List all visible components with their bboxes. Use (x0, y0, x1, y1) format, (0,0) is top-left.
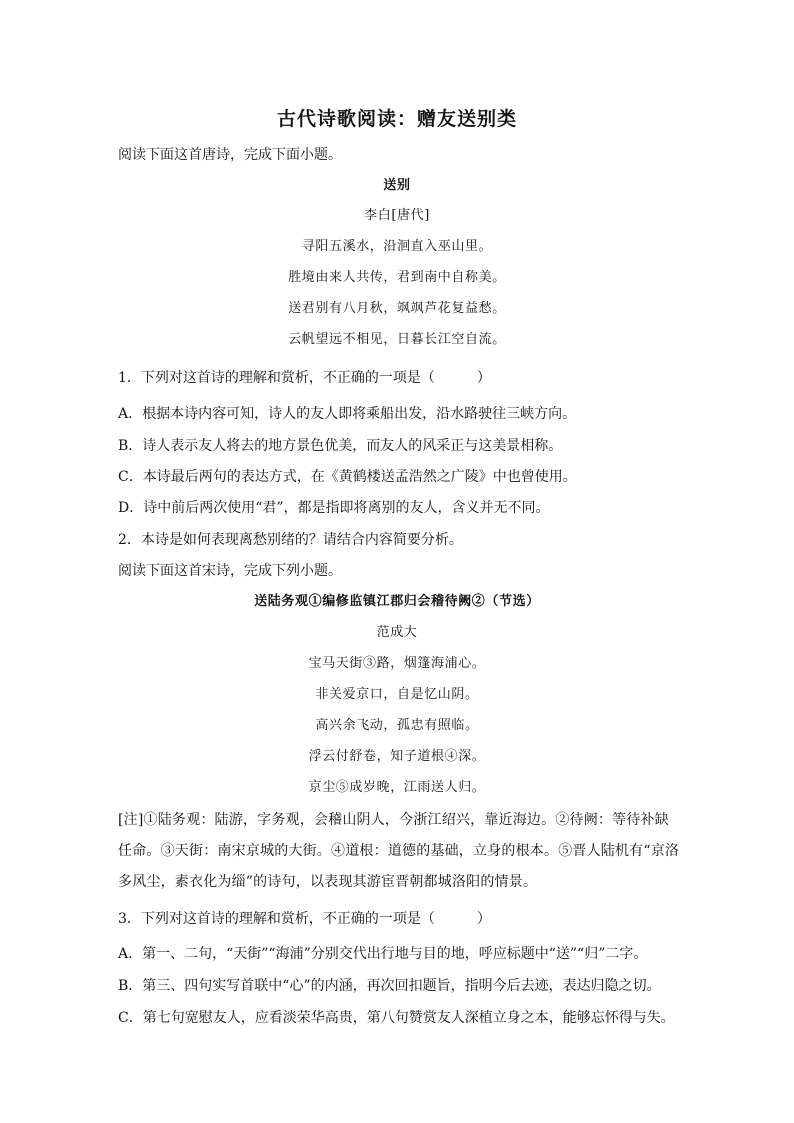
poem2-line: 京尘⑤成岁晚，江雨送人归。 (308, 780, 486, 795)
q1-option-a: A．根据本诗内容可知，诗人的友人即将乘船出发，沿水路驶往三峡方向。 (118, 406, 577, 422)
poem2-line: 宝马天街③路，烟篷海浦心。 (308, 656, 486, 671)
poem2-line: 非关爱京口，自是忆山阴。 (315, 687, 479, 702)
section1-intro: 阅读下面这首唐诗，完成下面小题。 (118, 147, 342, 163)
poem2-author: 范成大 (376, 625, 418, 640)
poem1-line: 送君别有八月秋，飒飒芦花复益愁。 (288, 301, 506, 316)
q1-option-c: C．本诗最后两句的表达方式，在《黄鹤楼送孟浩然之广陵》中也曾使用。 (118, 469, 577, 485)
poem2-line: 高兴余飞动，孤忠有照临。 (315, 718, 479, 733)
q3-option-a: A．第一、二句，“天街”“海浦”分别交代出行地与目的地，呼应标题中“送”“归”二字。 (118, 946, 648, 962)
annotation-line: 任命。③天街：南宋京城的大街。④道根：道德的基础，立身的根本。⑤晋人陆机有“京洛 (118, 843, 680, 859)
poem1-title: 送别 (383, 178, 411, 193)
document-title: 古代诗歌阅读：赠友送别类 (276, 108, 517, 130)
annotation-line: 多风尘，素衣化为缁”的诗句，以表现其游宦晋朝都城洛阳的情景。 (118, 874, 538, 890)
question-2: 2．本诗是如何表现离愁别绪的？请结合内容简要分析。 (118, 532, 463, 548)
question-3: 3．下列对这首诗的理解和赏析，不正确的一项是（ ） (118, 911, 491, 927)
poem1-line: 云帆望远不相见，日暮长江空自流。 (288, 332, 506, 347)
section2-intro: 阅读下面这首宋诗，完成下列小题。 (118, 563, 342, 579)
poem1-line: 寻阳五溪水，沿洄直入巫山里。 (301, 239, 493, 254)
q1-option-b: B．诗人表示友人将去的地方景色优美，而友人的风采正与这美景相称。 (118, 438, 563, 454)
annotation-line: [注]①陆务观：陆游，字务观，会稽山阴人，今浙江绍兴，靠近海边。②待阙：等待补缺 (118, 812, 669, 828)
q3-option-b: B．第三、四句实写首联中“心”的内涵，再次回扣题旨，指明今后去迹，表达归隐之切。 (118, 978, 661, 994)
poem2-title: 送陆务观①编修监镇江郡归会稽待阙②（节选） (254, 594, 540, 609)
q1-option-d: D．诗中前后两次使用“君”，都是指即将离别的友人，含义并无不同。 (118, 500, 550, 516)
question-1: 1．下列对这首诗的理解和赏析，不正确的一项是（ ） (118, 370, 491, 386)
q3-option-c: C．第七句宽慰友人，应看淡荣华高贵，第八句赞赏友人深植立身之本，能够忘怀得与失。 (118, 1010, 675, 1026)
poem1-line: 胜境由来人共传，君到南中自称美。 (288, 270, 506, 285)
poem2-line: 浮云付舒卷，知子道根④深。 (308, 749, 486, 764)
poem1-author: 李白[唐代] (364, 208, 430, 223)
